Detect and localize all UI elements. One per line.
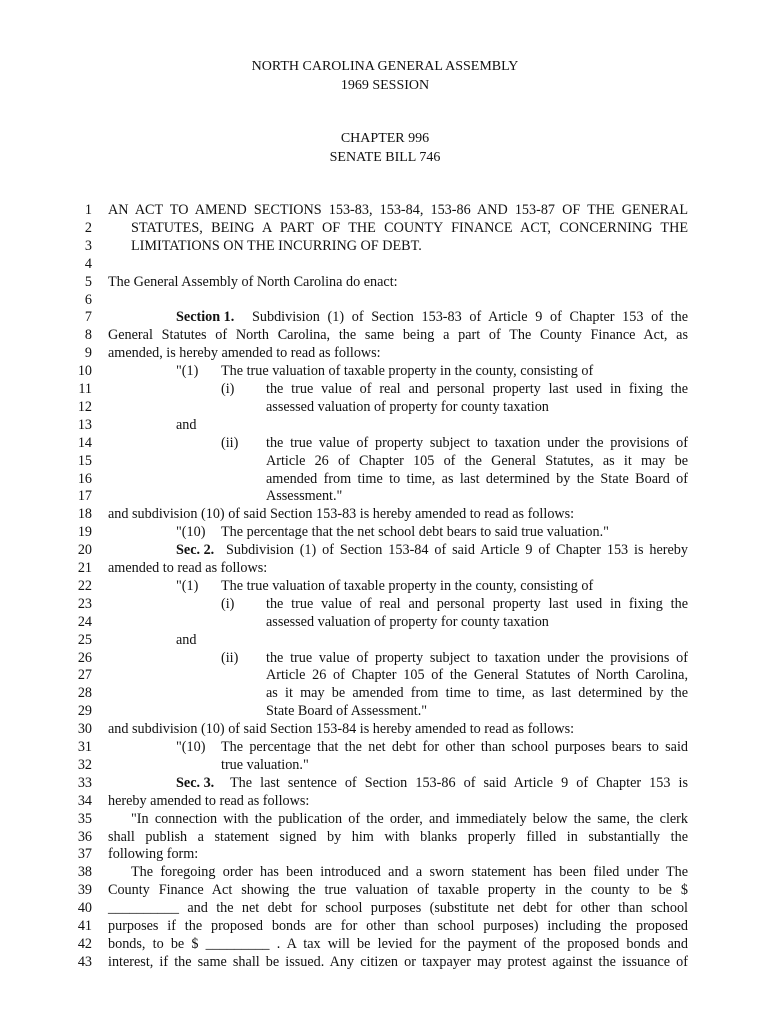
line-number: 13: [77, 416, 92, 433]
text-line: [0, 344, 770, 362]
subdivision-marker: (ii): [221, 649, 239, 666]
text-line: [0, 899, 770, 917]
text-line: [0, 201, 770, 219]
line-text: shall publish a statement signed by him with blanks properly filled in substantially the: [108, 828, 688, 845]
line-number: 3: [84, 237, 92, 254]
line-number: 7: [84, 309, 92, 326]
line-number: 9: [84, 345, 92, 362]
text-line: [0, 810, 770, 828]
session-title: 1969 SESSION: [340, 78, 430, 93]
section-heading: Section 1.: [176, 309, 235, 326]
text-line: [0, 308, 770, 326]
line-number: 34: [77, 792, 92, 809]
line-number: 28: [77, 685, 92, 702]
line-text: The true valuation of taxable property in the county, consisting of: [221, 577, 594, 594]
chapter-title: CHAPTER 996: [340, 131, 430, 146]
line-number: 22: [77, 577, 92, 594]
line-number: 26: [77, 649, 92, 666]
line-text: interest, if the same shall be issued. Any citizen or taxpayer may protest against the issuance of: [108, 953, 688, 970]
line-number: 32: [77, 756, 92, 773]
text-line: [0, 326, 770, 344]
line-text: Subdivision (1) of Section 153-83 of Article 9 of Chapter 153 of the: [252, 309, 688, 326]
line-text: bonds, to be $ _________ . A tax will be levied for the payment of the proposed bonds and: [108, 935, 688, 952]
text-line: [0, 505, 770, 523]
line-text: "In connection with the publication of the order, and immediately below the same, the clerk: [131, 810, 688, 827]
line-text: and: [176, 416, 197, 433]
line-number: 15: [77, 452, 92, 469]
text-line: [0, 613, 770, 631]
line-number: 16: [77, 470, 92, 487]
subdivision-marker: "(1): [176, 577, 199, 594]
line-number: 24: [77, 613, 92, 630]
line-text: and subdivision (10) of said Section 153-84 is hereby amended to read as follows:: [108, 721, 575, 738]
line-text: The percentage that the net school debt bears to said true valuation.": [221, 524, 609, 541]
subdivision-marker: (i): [221, 381, 235, 397]
text-line: [0, 738, 770, 756]
line-text: LIMITATIONS ON THE INCURRING OF DEBT.: [131, 237, 422, 254]
line-number: 8: [84, 327, 92, 344]
line-number: 35: [77, 810, 92, 827]
text-line: [0, 559, 770, 577]
line-number: 42: [77, 935, 92, 952]
text-line: [0, 684, 770, 702]
line-text: __________ and the net debt for school purposes (substitute net debt for other than school: [108, 900, 688, 917]
text-line: [0, 523, 770, 541]
text-line: [0, 291, 770, 309]
assembly-title: NORTH CAROLINA GENERAL ASSEMBLY: [251, 59, 519, 74]
line-text: AN ACT TO AMEND SECTIONS 153-83, 153-84, 153-86 AND 153-87 OF THE GENERAL: [108, 202, 688, 218]
line-text: Article 26 of Chapter 105 of the General Statutes, as it may be: [266, 452, 688, 469]
line-text: General Statutes of North Carolina, the same being a part of The County Finance Act, as: [108, 327, 688, 344]
text-line: [0, 470, 770, 488]
text-line: [0, 702, 770, 720]
line-text: amended to read as follows:: [108, 560, 268, 576]
text-line: [0, 953, 770, 971]
line-number: 33: [77, 774, 92, 791]
line-text: as it may be amended from time to time, as last determined by the: [266, 685, 688, 702]
text-line: [0, 666, 770, 684]
line-text: the true value of property subject to taxation under the provisions of: [266, 434, 688, 451]
subdivision-marker: (ii): [221, 434, 239, 451]
line-number: 14: [77, 434, 92, 451]
line-number: 4: [84, 255, 92, 272]
text-line: [0, 774, 770, 792]
subdivision-marker: (i): [221, 595, 235, 612]
text-line: [0, 416, 770, 434]
text-line: [0, 881, 770, 899]
text-line: [0, 595, 770, 613]
line-text: assessed valuation of property for county taxation: [266, 398, 549, 415]
line-number: 36: [77, 828, 92, 845]
text-line: [0, 917, 770, 935]
text-line: [0, 649, 770, 667]
line-text: Article 26 of Chapter 105 of the General Statutes of North Carolina,: [266, 667, 688, 684]
line-text: and: [176, 631, 197, 648]
text-line: [0, 792, 770, 810]
line-text: amended from time to time, as last determined by the State Board of: [266, 470, 688, 487]
line-number: 2: [84, 219, 92, 236]
subdivision-marker: "(1): [176, 363, 199, 380]
line-number: 19: [77, 524, 92, 541]
text-line: [0, 398, 770, 416]
text-line: [0, 863, 770, 881]
line-number: 12: [77, 398, 92, 415]
line-number: 18: [77, 506, 92, 523]
text-line: [0, 720, 770, 738]
line-number: 40: [77, 900, 92, 917]
line-text: hereby amended to read as follows:: [108, 792, 310, 809]
text-line: [0, 541, 770, 559]
text-line: [0, 362, 770, 380]
line-text: true valuation.": [221, 756, 309, 773]
line-number: 25: [77, 631, 92, 648]
line-text: and subdivision (10) of said Section 153-83 is hereby amended to read as follows:: [108, 506, 575, 523]
section-heading: Sec. 3.: [176, 774, 215, 791]
line-text: State Board of Assessment.": [266, 703, 428, 720]
text-line: [0, 845, 770, 863]
bill-title: SENATE BILL 746: [329, 150, 441, 165]
text-line: [0, 452, 770, 470]
line-text: the true value of real and personal property last used in fixing the: [266, 595, 688, 612]
line-text: amended, is hereby amended to read as follows:: [108, 345, 381, 362]
text-line: [0, 273, 770, 291]
line-text: Assessment.": [266, 488, 343, 505]
text-line: [0, 219, 770, 237]
subdivision-marker: "(10): [176, 524, 206, 541]
line-text: purposes if the proposed bonds are for other than school purposes) including the proposed: [108, 918, 688, 934]
text-line: [0, 380, 770, 398]
line-number: 23: [77, 595, 92, 612]
line-number: 10: [77, 363, 92, 380]
line-number: 20: [77, 542, 92, 559]
line-text: Subdivision (1) of Section 153-84 of said Article 9 of Chapter 153 is hereby: [226, 542, 688, 559]
text-line: [0, 577, 770, 595]
line-text: County Finance Act showing the true valuation of taxable property in the county to be $: [108, 882, 688, 899]
subdivision-marker: "(10): [176, 739, 206, 755]
text-line: [0, 434, 770, 452]
line-number: 21: [77, 560, 92, 576]
line-number: 43: [77, 953, 92, 970]
line-number: 39: [77, 882, 92, 899]
line-text: STATUTES, BEING A PART OF THE COUNTY FINANCE ACT, CONCERNING THE: [131, 219, 688, 236]
line-number: 17: [77, 488, 92, 505]
line-number: 30: [77, 721, 92, 738]
text-line: [0, 828, 770, 846]
section-heading: Sec. 2.: [176, 542, 215, 559]
line-text: The foregoing order has been introduced and a sworn statement has been filed under The: [131, 864, 688, 881]
line-text: the true value of real and personal property last used in fixing the: [266, 381, 688, 397]
text-line: [0, 487, 770, 505]
text-line: [0, 756, 770, 774]
line-number: 5: [84, 273, 92, 290]
text-line: [0, 631, 770, 649]
line-text: assessed valuation of property for county taxation: [266, 613, 549, 630]
line-number: 38: [77, 864, 92, 881]
line-text: the true value of property subject to taxation under the provisions of: [266, 649, 688, 666]
line-number: 29: [77, 703, 92, 720]
line-number: 37: [77, 846, 92, 863]
text-line: [0, 935, 770, 953]
line-number: 41: [77, 918, 92, 934]
line-number: 1: [84, 202, 92, 218]
text-line: [0, 237, 770, 255]
line-number: 11: [78, 381, 92, 397]
line-number: 31: [77, 739, 92, 755]
text-line: [0, 255, 770, 273]
line-number: 6: [84, 291, 92, 308]
line-text: The last sentence of Section 153-86 of said Article 9 of Chapter 153 is: [230, 774, 688, 791]
line-text: The true valuation of taxable property in the county, consisting of: [221, 363, 594, 380]
line-text: The percentage that the net debt for other than school purposes bears to said: [221, 739, 688, 755]
line-text: The General Assembly of North Carolina do enact:: [108, 273, 398, 290]
line-number: 27: [77, 667, 92, 684]
line-text: following form:: [108, 846, 199, 863]
